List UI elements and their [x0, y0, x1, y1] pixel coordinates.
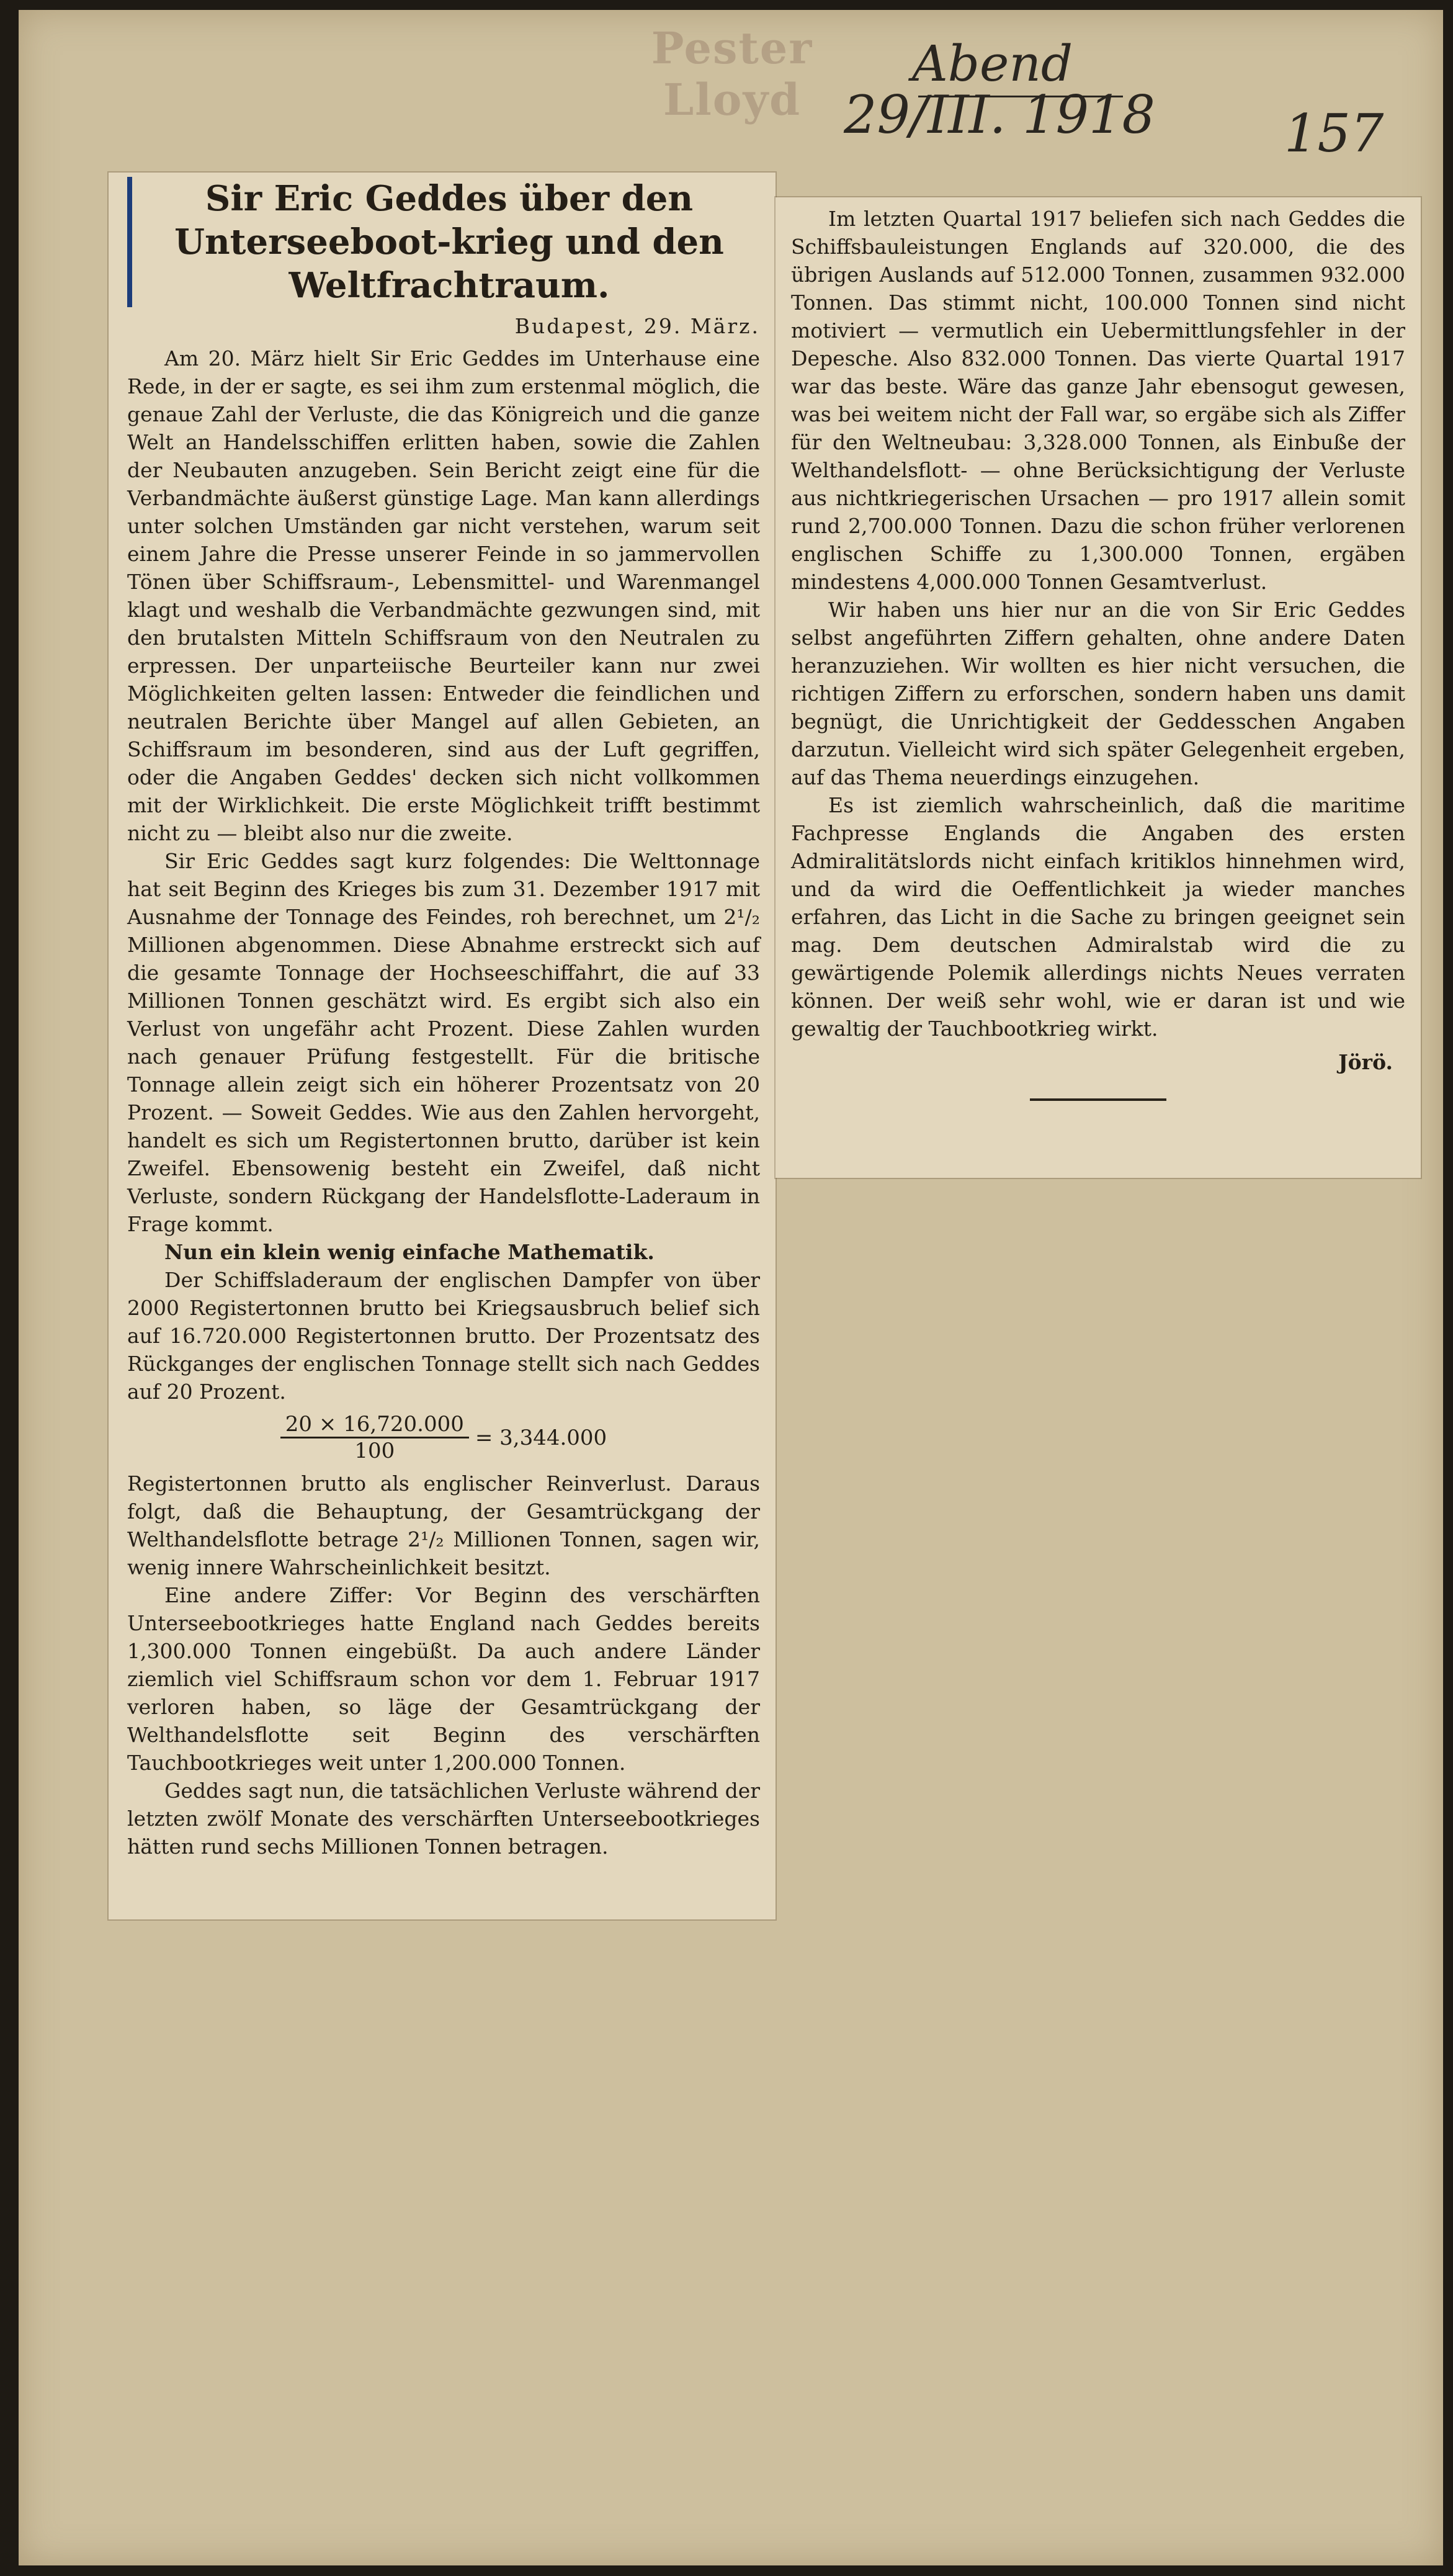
formula-fraction — [280, 1412, 469, 1463]
author-signature: Jörö. — [1338, 1050, 1393, 1074]
handwritten-number: 157 — [1284, 103, 1384, 164]
paragraph: Geddes sagt nun, die tatsächlichen Verluste während der letzten zwölf Monate des verschärften Unterseebootkrieges hätten rund sechs Millionen Tonnen betragen. — [127, 1779, 760, 1859]
paragraph: Wir haben uns hier nur an die von Sir Eric Geddes selbst angeführten Ziffern gehalten, ohne andere Daten heranzuziehen. Wir wollten es hier nicht versuchen, die richtigen Ziffern zu erforschen, sondern haben uns damit begnügt, die Unrichtigkeit der Geddesschen Angaben darzutun. Vielleicht wird sich später Gelegenheit ergeben, auf das Thema neuerdings einzugehen. — [791, 598, 1405, 789]
paragraph: Am 20. März hielt Sir Eric Geddes im Unterhause eine Rede, in der er sagte, es sei ihm zum erstenmal möglich, die genaue Zahl der Verluste, die das Königreich und die ganze Welt an Handelsschiffen erlitten haben, sowie die Zahlen der Neubauten anzugeben. Sein Bericht zeigt eine für die Verbandmächte äußerst günstige Lage. Man kann allerdings unter solchen Umständen gar nicht verstehen, warum seit einem Jahre die Presse unserer Feinde in so jammervollen Tönen über Schiffsraum-, Lebensmittel- und Warenmangel klagt und weshalb die Verbandmächte gezwungen sind, mit den brutalsten Mitteln Schiffsraum von den Neutralen zu erpressen. Der unparteiische Beurteiler kann nur zwei Möglichkeiten gelten lassen: Entweder die feindlichen und neutralen Berichte über Mangel auf allen Gebieten, an Schiffsraum im besonderen, sind aus der Luft gegriffen, oder die Angaben Geddes' decken sich nicht vollkommen mit der Wirklichkeit. Die erste Möglichkeit trifft bestimmt nicht zu — bleibt also nur die zweite. — [127, 346, 760, 845]
article-dateline: Budapest, 29. März. — [514, 314, 760, 338]
paragraph: Im letzten Quartal 1917 beliefen sich nach Geddes die Schiffsbauleistungen Englands auf 320.000, die des übrigen Auslands auf 512.000 Tonnen, zusammen 932.000 Tonnen. Das stimmt nicht, 100.000 Tonnen sind nicht motiviert — vermutlich ein Uebermittlungsfehler in der Depesche. Also 832.000 Tonnen. Das vierte Quartal 1917 war das beste. Wäre das ganze Jahr ebensogut gewesen, was bei weitem nicht der Fall war, so ergäbe sich als Ziffer für den Weltneubau: 3,328.000 Tonnen, als Einbuße der Welthandelsflott- — ohne Berücksichtigung der Verluste aus nichtkriegerischen Ursachen — pro 1917 allein somit rund 2,700.000 Tonnen. Dazu die schon früher verlorenen englischen Schiffe zu 1,300.000 Tonnen, ergäben mindestens 4,000.000 Tonnen Gesamtverlust. — [791, 207, 1405, 594]
paragraph: Eine andere Ziffer: Vor Beginn des verschärften Unterseebootkrieges hatte England nach Geddes bereits 1,300.000 Tonnen eingebüßt. Da auch andere Länder ziemlich viel Schiffsraum schon vor dem 1. Februar 1917 verloren haben, so läge der Gesamtrückgang der Welthandelsflotte seit Beginn des verschärften Tauchbootkrieges weit unter 1,200.000 Tonnen. — [127, 1583, 760, 1775]
article-left-column — [127, 177, 760, 1860]
article-title: Sir Eric Geddes über den Unterseeboot-krieg und den Weltfrachtraum. — [127, 177, 760, 307]
paragraph: Der Schiffsladeraum der englischen Dampfer von über 2000 Registertonnen brutto bei Kriegsausbruch belief sich auf 16.720.000 Registertonnen brutto. Der Prozentsatz des Rückganges der englischen Tonnage stellt sich nach Geddes auf 20 Prozent. — [127, 1268, 760, 1404]
paragraph-subheading: Nun ein klein wenig einfache Mathematik. — [164, 1240, 655, 1264]
formula-result: = 3,344.000 — [475, 1425, 607, 1450]
calculation-formula — [127, 1412, 760, 1463]
paragraph: Registertonnen brutto als englischer Reinverlust. Daraus folgt, daß die Behauptung, der Gesamtrückgang der Welthandelsflotte betrage 2¹/₂ Millionen Tonnen, sagen wir, wenig innere Wahrscheinlichkeit besitzt. — [127, 1471, 760, 1579]
handwritten-underline — [918, 96, 1123, 97]
handwritten-date: 29/III. 1918 — [844, 84, 1155, 145]
paragraph: Sir Eric Geddes sagt kurz folgendes: Die Welttonnage hat seit Beginn des Krieges bis zum 31. Dezember 1917 mit Ausnahme der Tonnage des Feindes, roh berechnet, um 2¹/₂ Millionen abgenommen. Diese Abnahme erstreckt sich auf die gesamte Tonnage der Hochseeschiffahrt, die auf 33 Millionen Tonnen geschätzt wird. Es ergibt sich also ein Verlust von ungefähr acht Prozent. Diese Zahlen wurden nach genauer Prüfung festgestellt. Für die britische Tonnage allein zeigt sich ein höherer Prozentsatz von 20 Prozent. — Soweit Geddes. Wie aus den Zahlen hervorgeht, handelt es sich um Registertonnen brutto, darüber ist kein Zweifel. Ebensowenig besteht ein Zweifel, daß nicht Verluste, sondern Rückgang der Handelsflotte-Laderaum in Frage kommt. — [127, 849, 760, 1236]
newspaper-stamp: Pester Lloyd — [651, 22, 813, 125]
handwritten-edition: Abend — [912, 35, 1073, 92]
article-right-column — [791, 205, 1405, 1101]
formula-numerator: 20 × 16,720.000 — [280, 1412, 469, 1438]
paragraph: Es ist ziemlich wahrscheinlich, daß die maritime Fachpresse Englands die Angaben des ersten Admiralitätslords nicht einfach kritiklos hinnehmen wird, und da wird die Oeffentlichkeit ja wieder manches erfahren, das Licht in die Sache zu bringen geeignet sein mag. Dem deutschen Admiralstab wird die zu gewärtigende Polemik allerdings nichts Neues verraten können. Der weiß sehr wohl, wie er daran ist und wie gewaltig der Tauchbootkrieg wirkt. — [791, 793, 1405, 1041]
end-rule — [1030, 1098, 1166, 1101]
formula-denominator: 100 — [354, 1438, 395, 1463]
